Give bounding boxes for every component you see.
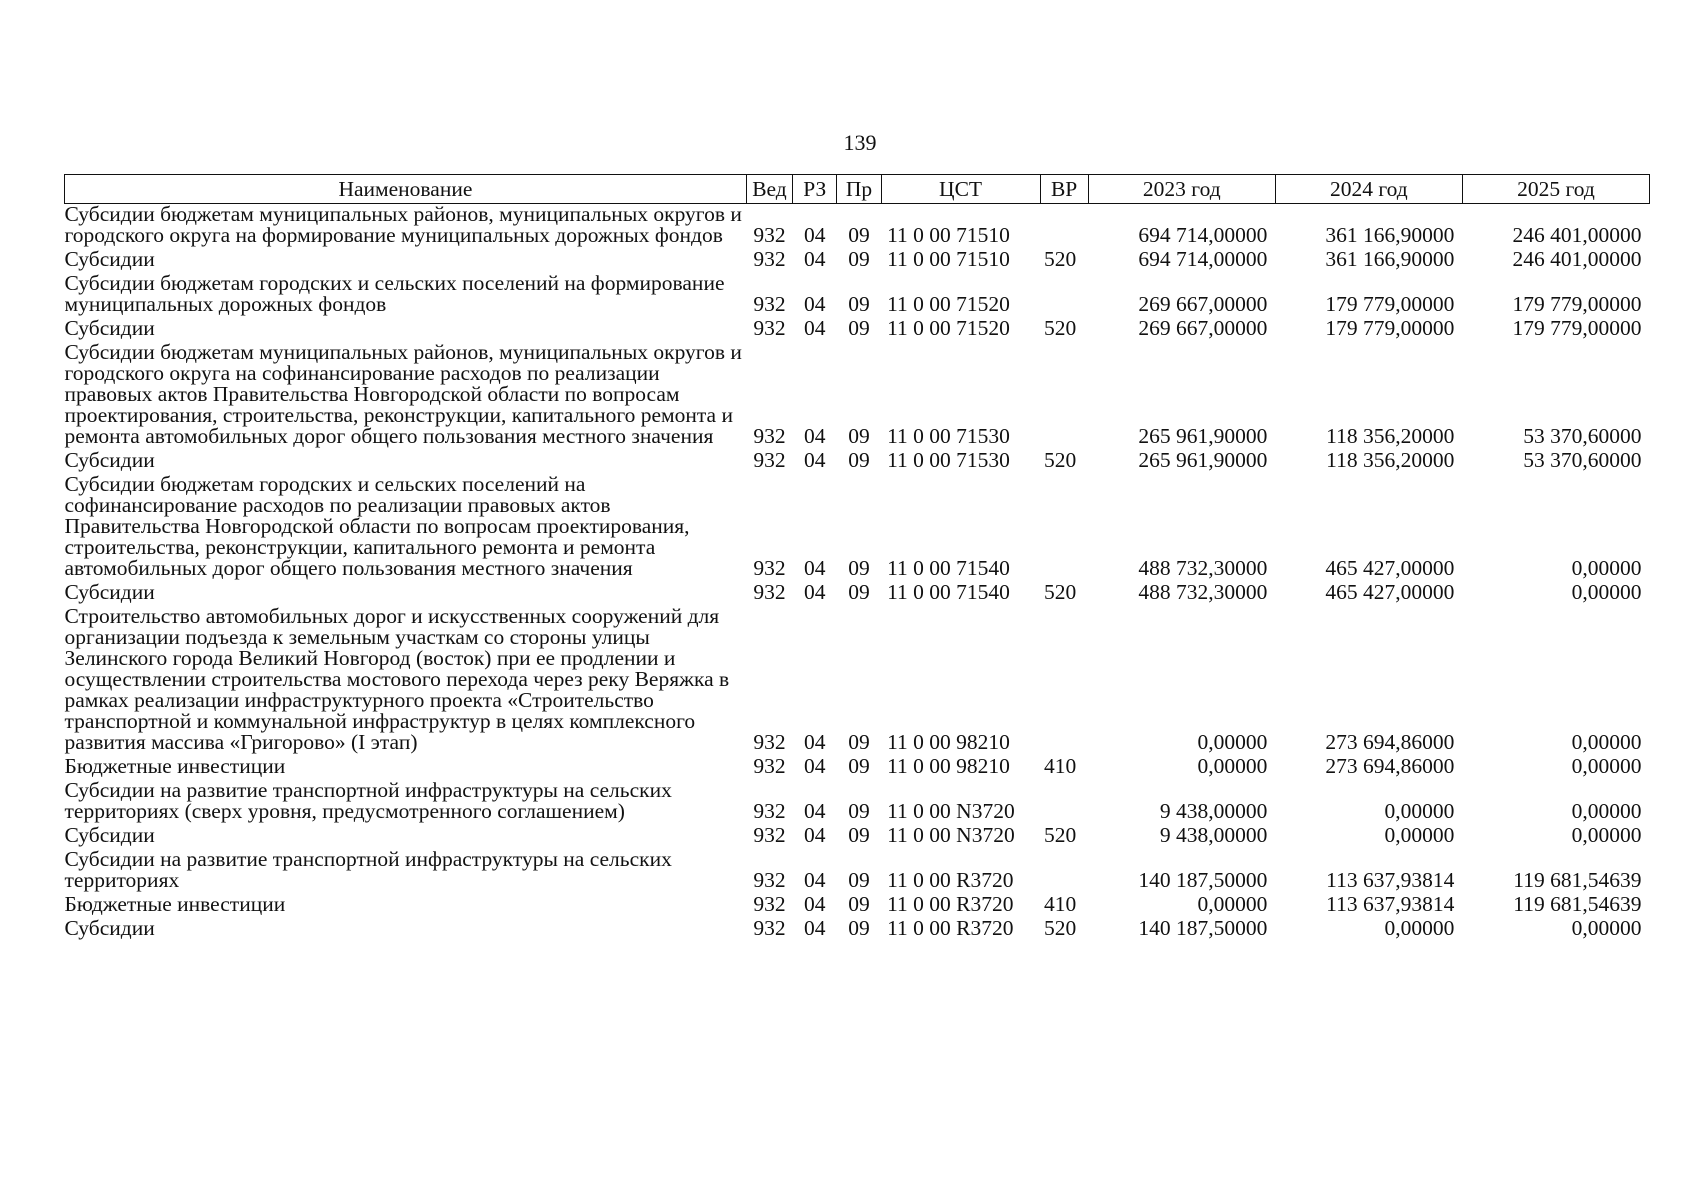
cell-2023: 0,00000	[1197, 754, 1268, 778]
table-row	[65, 780, 1650, 825]
cell-cst: 11 0 00 71540	[887, 580, 1010, 604]
cell-2023: 265 961,90000	[1138, 448, 1268, 472]
cell-2023: 0,00000	[1197, 892, 1268, 916]
cell-rz: 04	[803, 823, 826, 847]
cell-2025: 0,00000	[1571, 799, 1642, 823]
cell-pr: 09	[848, 448, 870, 472]
cell-ved: 932	[753, 580, 786, 604]
cell-ved: 932	[753, 916, 786, 940]
cell-2025: 0,00000	[1571, 916, 1642, 940]
cell-2024: 0,00000	[1384, 823, 1455, 847]
cell-vr	[1040, 204, 1088, 250]
cell-pr: 09	[848, 892, 870, 916]
cell-2025: 0,00000	[1571, 556, 1642, 580]
cell-pr: 09	[848, 580, 870, 604]
cell-cst: 11 0 00 R3720	[887, 868, 1014, 892]
row-name: Бюджетные инвестиции	[64, 892, 286, 916]
cell-vr	[1040, 849, 1088, 894]
cell-vr: 520	[1044, 448, 1077, 472]
table-row	[65, 894, 1650, 918]
cell-cst: 11 0 00 71510	[887, 223, 1010, 247]
table-row	[65, 825, 1650, 849]
table-row	[65, 474, 1650, 582]
table-row	[65, 318, 1650, 342]
cell-cst: 11 0 00 R3720	[887, 916, 1014, 940]
cell-rz: 04	[803, 448, 826, 472]
header-2024: 2024 год	[1275, 175, 1462, 204]
cell-2024: 0,00000	[1384, 916, 1455, 940]
cell-vr: 520	[1044, 316, 1077, 340]
header-2025: 2025 год	[1462, 175, 1649, 204]
cell-ved: 932	[753, 556, 786, 580]
cell-cst: 11 0 00 71540	[887, 556, 1010, 580]
cell-2024: 465 427,00000	[1325, 580, 1455, 604]
cell-ved: 932	[753, 247, 786, 271]
cell-vr: 410	[1044, 892, 1077, 916]
cell-2024: 0,00000	[1384, 799, 1455, 823]
cell-pr: 09	[848, 916, 870, 940]
cell-cst: 11 0 00 71510	[887, 247, 1010, 271]
cell-rz: 04	[803, 754, 826, 778]
cell-vr: 410	[1044, 754, 1077, 778]
table-row	[65, 756, 1650, 780]
cell-2025: 246 401,00000	[1512, 247, 1642, 271]
cell-cst: 11 0 00 R3720	[887, 892, 1014, 916]
row-name: Субсидии на развитие транспортной инфраструктуры на сельских территориях	[64, 847, 672, 892]
header-cst: ЦСТ	[881, 175, 1040, 204]
cell-rz: 04	[803, 316, 826, 340]
cell-vr: 520	[1044, 916, 1077, 940]
cell-rz: 04	[803, 580, 826, 604]
cell-pr: 09	[848, 316, 870, 340]
cell-rz: 04	[803, 916, 826, 940]
cell-2023: 9 438,00000	[1159, 823, 1268, 847]
cell-vr	[1040, 606, 1088, 756]
page-number: 139	[843, 130, 877, 155]
cell-ved: 932	[753, 823, 786, 847]
cell-vr	[1040, 474, 1088, 582]
header-rz: РЗ	[793, 175, 837, 204]
table-row	[65, 249, 1650, 273]
cell-2023: 269 667,00000	[1138, 316, 1268, 340]
table-row	[65, 606, 1650, 756]
cell-pr: 09	[848, 823, 870, 847]
table-row	[65, 204, 1650, 250]
row-name: Субсидии	[64, 580, 155, 604]
cell-cst: 11 0 00 N3720	[887, 823, 1015, 847]
header-2023: 2023 год	[1088, 175, 1275, 204]
cell-2025: 0,00000	[1571, 730, 1642, 754]
cell-2024: 118 356,20000	[1326, 424, 1455, 448]
cell-2023: 488 732,30000	[1138, 580, 1268, 604]
cell-rz: 04	[803, 868, 826, 892]
cell-pr: 09	[848, 424, 870, 448]
cell-cst: 11 0 00 71530	[887, 448, 1010, 472]
cell-2025: 53 370,60000	[1523, 448, 1642, 472]
cell-2024: 118 356,20000	[1326, 448, 1455, 472]
cell-pr: 09	[848, 556, 870, 580]
cell-ved: 932	[753, 316, 786, 340]
table-row	[65, 450, 1650, 474]
cell-2025: 0,00000	[1571, 754, 1642, 778]
cell-vr	[1040, 273, 1088, 318]
cell-pr: 09	[848, 799, 870, 823]
cell-2024: 113 637,93814	[1326, 892, 1455, 916]
cell-2025: 246 401,00000	[1512, 223, 1642, 247]
cell-cst: 11 0 00 71520	[887, 316, 1010, 340]
table-row	[65, 273, 1650, 318]
cell-2023: 694 714,00000	[1138, 247, 1268, 271]
cell-ved: 932	[753, 424, 786, 448]
cell-ved: 932	[753, 754, 786, 778]
header-name: Наименование	[65, 175, 747, 204]
header-pr: Пр	[837, 175, 881, 204]
cell-ved: 932	[753, 892, 786, 916]
cell-2025: 179 779,00000	[1512, 292, 1642, 316]
cell-cst: 11 0 00 98210	[887, 754, 1010, 778]
row-name: Бюджетные инвестиции	[64, 754, 286, 778]
row-name: Субсидии	[64, 823, 155, 847]
cell-2023: 140 187,50000	[1138, 916, 1268, 940]
cell-2023: 140 187,50000	[1138, 868, 1268, 892]
cell-2024: 273 694,86000	[1325, 754, 1455, 778]
cell-pr: 09	[848, 292, 870, 316]
cell-ved: 932	[753, 292, 786, 316]
cell-ved: 932	[753, 730, 786, 754]
budget-table	[64, 174, 1650, 942]
row-name: Субсидии	[64, 916, 155, 940]
cell-vr: 520	[1044, 823, 1077, 847]
table-row	[65, 342, 1650, 450]
row-name: Субсидии бюджетам городских и сельских поселений на софинансирование расходов по реализации правовых актов Правительства Новгородской области по вопросам проектирования, строительства, реконструкции, капитального ремонта и ремонта автомобильных дорог общего пользования местного значения	[64, 472, 690, 580]
cell-2024: 361 166,90000	[1325, 223, 1455, 247]
cell-pr: 09	[848, 868, 870, 892]
row-name: Субсидии на развитие транспортной инфраструктуры на сельских территориях (сверх уровня, предусмотренного соглашением)	[64, 778, 672, 823]
cell-rz: 04	[803, 292, 826, 316]
cell-2023: 269 667,00000	[1138, 292, 1268, 316]
row-name: Строительство автомобильных дорог и искусственных сооружений для организации подъезда к земельным участкам со стороны улицы Зелинского города Великий Новгород (восток) при ее продлении и осуществлении строительства мостового перехода через реку Веряжка в рамках реализации инфраструктурного проекта «Строительство транспортной и коммунальной инфраструктур в целях комплексного развития массива «Григорово» (I этап)	[64, 604, 730, 754]
cell-2024: 179 779,00000	[1325, 316, 1455, 340]
cell-rz: 04	[803, 892, 826, 916]
row-name: Субсидии	[64, 448, 155, 472]
row-name: Субсидии бюджетам муниципальных районов, муниципальных округов и городского округа на софинансирование расходов по реализации правовых актов Правительства Новгородской области по вопросам проектирования, строительства, реконструкции, капитального ремонта и ремонта автомобильных дорог общего пользования местного значения	[64, 340, 742, 448]
cell-pr: 09	[848, 247, 870, 271]
row-name: Субсидии бюджетам муниципальных районов, муниципальных округов и городского округа на формирование муниципальных дорожных фондов	[64, 202, 742, 247]
cell-2025: 0,00000	[1571, 823, 1642, 847]
cell-cst: 11 0 00 71530	[887, 424, 1010, 448]
table-row	[65, 918, 1650, 942]
header-vr: ВР	[1040, 175, 1088, 204]
cell-2023: 0,00000	[1197, 730, 1268, 754]
cell-vr: 520	[1044, 247, 1077, 271]
cell-2023: 488 732,30000	[1138, 556, 1268, 580]
cell-cst: 11 0 00 98210	[887, 730, 1010, 754]
cell-cst: 11 0 00 N3720	[887, 799, 1015, 823]
cell-2023: 9 438,00000	[1159, 799, 1268, 823]
table-row	[65, 849, 1650, 894]
cell-pr: 09	[848, 223, 870, 247]
cell-rz: 04	[803, 730, 826, 754]
cell-2024: 361 166,90000	[1325, 247, 1455, 271]
cell-2024: 179 779,00000	[1325, 292, 1455, 316]
row-name: Субсидии бюджетам городских и сельских поселений на формирование муниципальных дорожных фондов	[64, 271, 725, 316]
cell-rz: 04	[803, 799, 826, 823]
cell-ved: 932	[753, 799, 786, 823]
header-ved: Вед	[746, 175, 792, 204]
cell-ved: 932	[753, 223, 786, 247]
cell-vr	[1040, 780, 1088, 825]
cell-2025: 119 681,54639	[1513, 868, 1642, 892]
cell-ved: 932	[753, 868, 786, 892]
cell-2023: 694 714,00000	[1138, 223, 1268, 247]
cell-rz: 04	[803, 247, 826, 271]
cell-pr: 09	[848, 730, 870, 754]
cell-2024: 273 694,86000	[1325, 730, 1455, 754]
row-name: Субсидии	[64, 316, 155, 340]
row-name: Субсидии	[64, 247, 155, 271]
cell-2025: 179 779,00000	[1512, 316, 1642, 340]
table-header-row	[65, 175, 1650, 204]
cell-vr: 520	[1044, 580, 1077, 604]
cell-ved: 932	[753, 448, 786, 472]
table-row	[65, 582, 1650, 606]
table-body	[65, 204, 1650, 943]
cell-2025: 0,00000	[1571, 580, 1642, 604]
cell-2023: 265 961,90000	[1138, 424, 1268, 448]
cell-rz: 04	[803, 424, 826, 448]
cell-vr	[1040, 342, 1088, 450]
cell-pr: 09	[848, 754, 870, 778]
cell-cst: 11 0 00 71520	[887, 292, 1010, 316]
cell-rz: 04	[803, 556, 826, 580]
cell-rz: 04	[803, 223, 826, 247]
cell-2024: 113 637,93814	[1326, 868, 1455, 892]
cell-2024: 465 427,00000	[1325, 556, 1455, 580]
cell-2025: 119 681,54639	[1513, 892, 1642, 916]
cell-2025: 53 370,60000	[1523, 424, 1642, 448]
